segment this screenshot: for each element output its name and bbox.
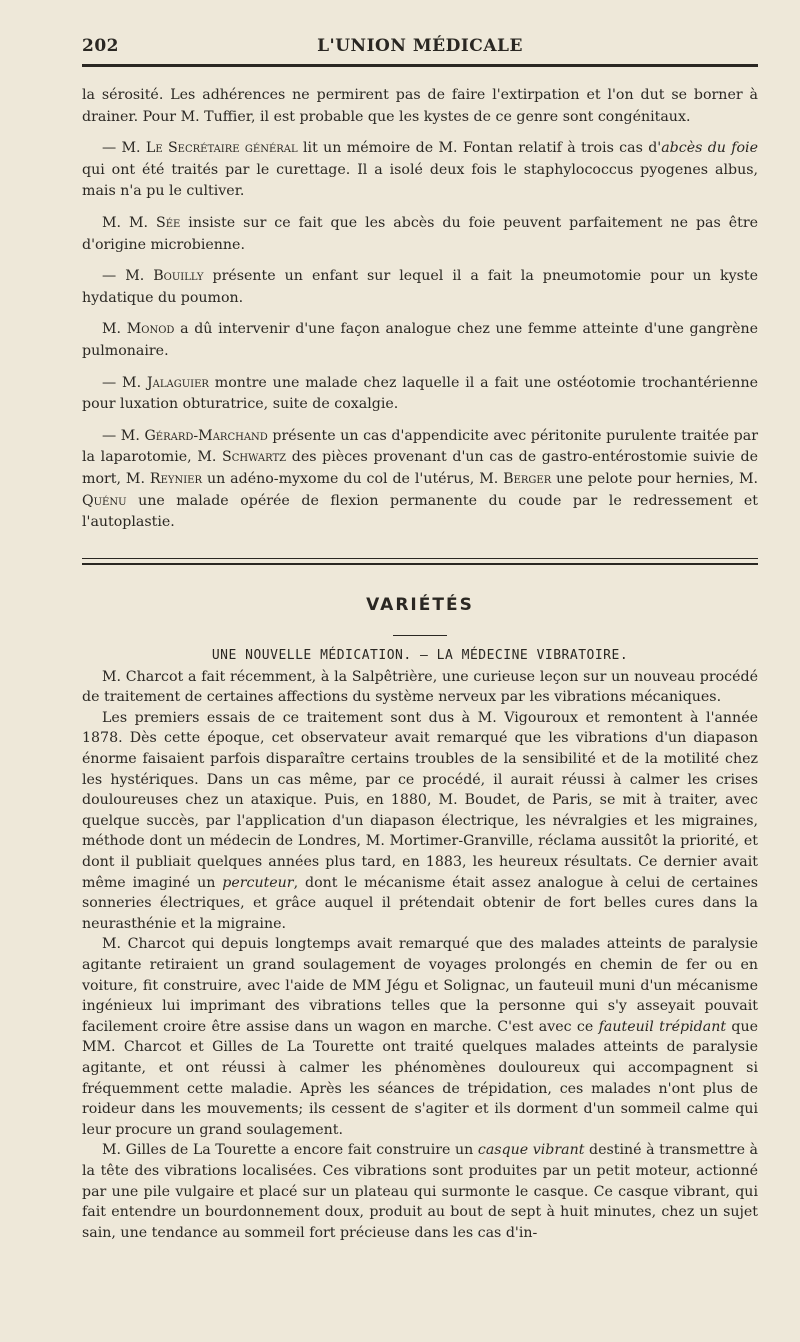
paragraph	[82, 138, 758, 203]
text: a dû intervenir d'une façon analogue chez une femme atteinte d'une gangrène pulmonaire.	[82, 321, 759, 359]
article-subtitle: UNE NOUVELLE MÉDICATION. — LA MÉDECINE VIBRATOIRE.	[211, 647, 629, 663]
text: — M.	[102, 427, 145, 444]
italic-text: percuteur	[222, 874, 294, 891]
title-rule	[393, 635, 447, 636]
text: présente un cas d'appendicite avec péritonite purulente traitée par la laparotomie, M.	[82, 427, 758, 466]
paragraph	[82, 708, 758, 935]
paragraph	[82, 934, 758, 1140]
paragraph	[82, 426, 758, 534]
text: — M.	[102, 268, 154, 285]
text: lit un mémoire de M. Fontan relatif à trois cas d'	[297, 140, 662, 157]
paragraph	[82, 373, 758, 416]
article-body	[82, 667, 758, 1244]
name-small-caps: Sée	[156, 214, 181, 231]
header-rule	[82, 64, 758, 67]
paragraph	[82, 1140, 758, 1243]
text: qui ont été traités par le curettage. Il a isolé deux fois le staphylococcus pyogenes albus, mais n'a pu le cultiver.	[82, 161, 758, 200]
text: des pièces provenant d'un cas de gastro-entérostomie suivie de mort, M.	[82, 449, 758, 487]
name-small-caps: Reynier	[149, 470, 203, 487]
text: que MM. Charcot et Gilles de La Tourette ont traité quelques malades atteints de paralysie agitante, et ont réussi à calmer les phénomènes douloureux qui accompagnent si fréquemment cette maladie. Après les séances de trépidation, ces malades n'ont plus de roideur dans les mouvements; ils cessent de s'agiter et ils dorment d'un sommeil calme qui leur procure un grand soulagement.	[82, 1018, 758, 1138]
paragraph	[82, 319, 758, 362]
journal-title: L'UNION MÉDICALE	[317, 36, 523, 56]
name-small-caps: Berger	[503, 470, 552, 487]
paragraph: M. Charcot a fait récemment, à la Salpêtrière, une curieuse leçon sur un nouveau procédé de traitement de certaines affections du système nerveux par les vibrations mécaniques.	[82, 668, 758, 706]
italic-text: fauteuil trépidant	[598, 1018, 727, 1035]
name-small-caps: Jalaguier	[146, 374, 209, 391]
text: une pelote pour hernies, M.	[551, 470, 758, 487]
paragraph	[82, 213, 758, 256]
text: destiné à transmettre à la tête des vibrations localisées. Ces vibrations sont produites par un petit moteur, actionné par une pile vulgaire et placé sur un plateau qui surmonte le casque. Ce casque vibrant, qui fait entendre un bourdonnement doux, produit au bout de sept à huit minutes, chez un sujet sain, une tendance au sommeil fort précieuse dans les cas d'in-	[82, 1142, 758, 1241]
text: , dont le mécanisme était assez analogue à celui de certaines sonneries électriques, et grâce auquel il prétendait obtenir de fort belles cures dans la neurasthénie et la migraine.	[82, 874, 758, 932]
text: montre une malade chez laquelle il a fait une ostéotomie trochantérienne pour luxation obturatrice, suite de coxalgie.	[82, 374, 758, 413]
text: M.	[102, 321, 127, 338]
name-small-caps: Le Secrétaire général	[145, 140, 298, 157]
paragraph: la sérosité. Les adhérences ne permirent pas de faire l'extirpation et l'on dut se borner à drainer. Pour M. Tuffier, il est probable que les kystes de ce genre sont congénitaux.	[82, 87, 758, 125]
paragraph	[82, 266, 758, 309]
text: Les premiers essais de ce traitement sont dus à M. Vigouroux et remontent à l'année 1878. Dès cette époque, cet observateur avait remarqué que les vibrations d'un diapason énorme faisaient parfois disparaître certains troubles de la sensibilité et de la motilité chez les hystériques. Dans un cas même, par ce procédé, il aurait réussi à calmer les crises douloureuses chez un ataxique. Puis, en 1880, M. Boudet, de Paris, se mit à traiter, avec quelque succès, par l'application d'un diapason électrique, les névralgies et les migraines, méthode dont un médecin de Londres, M. Mortimer-Granville, réclama aussitôt la priorité, et dont il publiait quelques années plus tard, en 1883, les heureux résultats. Ce dernier avait même imaginé un	[82, 709, 758, 891]
text: un adéno-myxome du col de l'utérus, M.	[202, 470, 504, 487]
society-report	[82, 85, 758, 534]
italic-text: abcès du foie	[661, 140, 758, 157]
text: M. Charcot qui depuis longtemps avait remarqué que des malades atteints de paralysie agitante retiraient un grand soulagement de voyages prolongés en chemin de fer ou en voiture, fit construire, avec l'aide de MM Jégu et Solignac, un fauteuil muni d'un mécanisme ingénieux lui imprimant des vibrations telles que la personne qui s'y asseyait pouvait facilement croire être assise dans un wagon en marche. C'est avec ce	[82, 936, 758, 1035]
italic-text: casque vibrant	[477, 1142, 585, 1159]
page	[82, 30, 758, 1243]
text: M. M.	[102, 214, 157, 231]
name-small-caps: Bouilly	[153, 268, 204, 285]
text: présente un enfant sur lequel il a fait la pneumotomie pour un kyste hydatique du poumon.	[82, 268, 758, 306]
text: — M.	[102, 374, 147, 391]
section-divider	[82, 558, 758, 565]
running-header	[82, 30, 758, 62]
text: une malade opérée de flexion permanente du coude par le redressement et l'autoplastie.	[82, 492, 758, 531]
name-small-caps: Schwartz	[222, 449, 287, 466]
section-title: VARIÉTÉS	[366, 594, 474, 615]
name-small-caps: Monod	[126, 321, 175, 338]
text: M. Gilles de La Tourette a encore fait construire un	[102, 1142, 478, 1159]
text: — M.	[102, 140, 146, 157]
name-small-caps: Gérard-Marchand	[144, 427, 268, 444]
text: insiste sur ce fait que les abcès du foie peuvent parfaitement ne pas être d'origine microbienne.	[82, 214, 759, 253]
name-small-caps: Quénu	[82, 492, 127, 509]
page-number: 202	[82, 36, 119, 56]
